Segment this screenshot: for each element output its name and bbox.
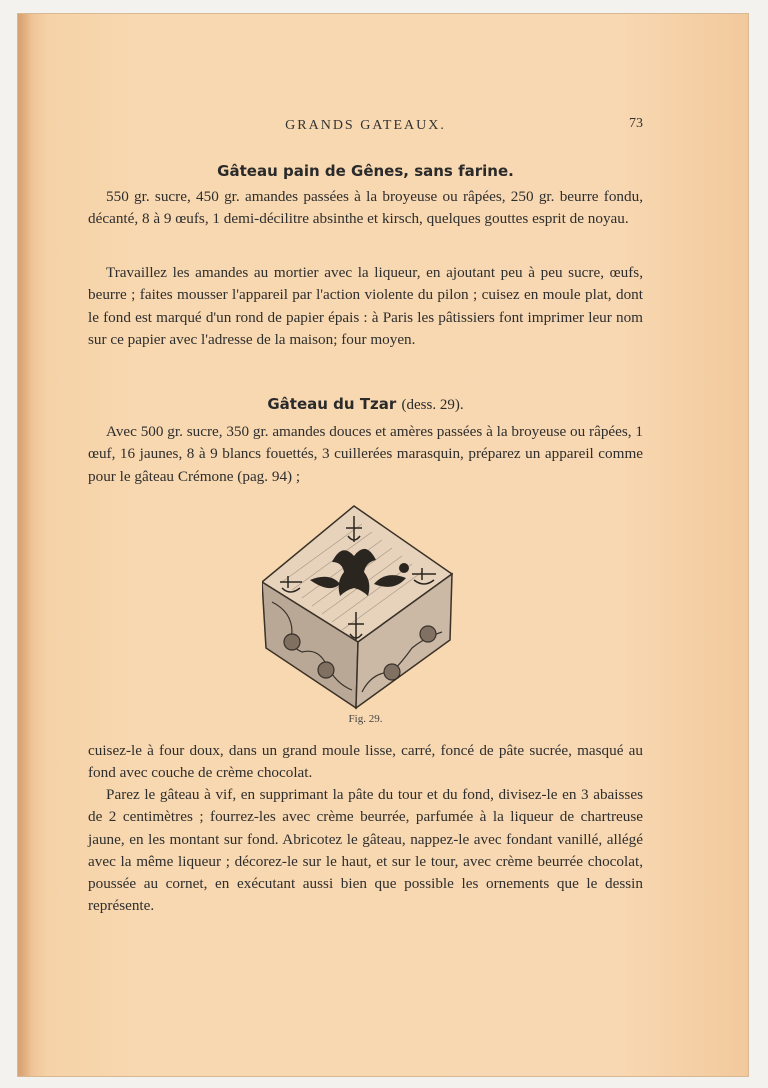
running-title: GRANDS GATEAUX. [285,118,446,133]
paragraph-text: Avec 500 gr. sucre, 350 gr. amandes douces et amères passées à la broyeuse ou râpées, 1 œuf, 16 jaunes, 8 à 9 blancs fouettés, 3 cuillerées marasquin, préparez un appareil comme pour le gâteau Crémone (pag. 94) ; [88,423,643,485]
paragraph-cooking-tzar [88,740,643,785]
cake-engraving-figure [262,502,456,712]
section-title-pain-de-genes: Gâteau pain de Gênes, sans farine. [217,162,514,180]
page-edge-shadow [18,14,32,1076]
paragraph-ingredients-genes [88,186,643,231]
paragraph-decoration-tzar [88,784,643,918]
section-title-tzar [88,395,643,414]
paragraph-text: cuisez-le à four doux, dans un grand moule lisse, carré, foncé de pâte sucrée, masqué au fond avec couche de crème chocolat. [88,742,643,782]
paragraph-text: Travaillez les amandes au mortier avec la liqueur, en ajoutant peu à peu sucre, œufs, beurre ; faites mousser l'appareil par l'action violente du pilon ; cuisez en moule plat, dont le fond est marqué d'un rond de papier épais : à Paris les pâtissiers font imprimer leur nom sur ce papier avec l'adresse de la maison; four moyen. [88,264,643,348]
figure-caption: Fig. 29. [348,713,383,725]
paragraph-method-genes [88,262,643,351]
section-title-text: Gâteau du Tzar [267,395,397,413]
figure-reference: (dess. 29). [401,397,464,413]
page-number: 73 [629,116,643,131]
paragraph-ingredients-tzar [88,421,643,488]
paragraph-text: 550 gr. sucre, 450 gr. amandes passées à la broyeuse ou râpées, 250 gr. beurre fondu, décanté, 8 à 9 œufs, 1 demi-décilitre absinthe et kirsch, quelques gouttes esprit de noyau. [88,188,643,228]
paragraph-text: Parez le gâteau à vif, en supprimant la pâte du tour et du fond, divisez-le en 3 abaisses de 2 centimètres ; fourrez-les avec crème beurrée, parfumée à la liqueur de chartreuse jaune, en les montant sur fond. Abricotez le gâteau, nappez-le avec fondant vanillé, allégé avec la même liqueur ; décorez-le sur le haut, et sur le tour, avec crème beurrée chocolat, poussée au cornet, en exécutant aussi bien que possible les ornements que le dessin représente. [88,786,643,915]
